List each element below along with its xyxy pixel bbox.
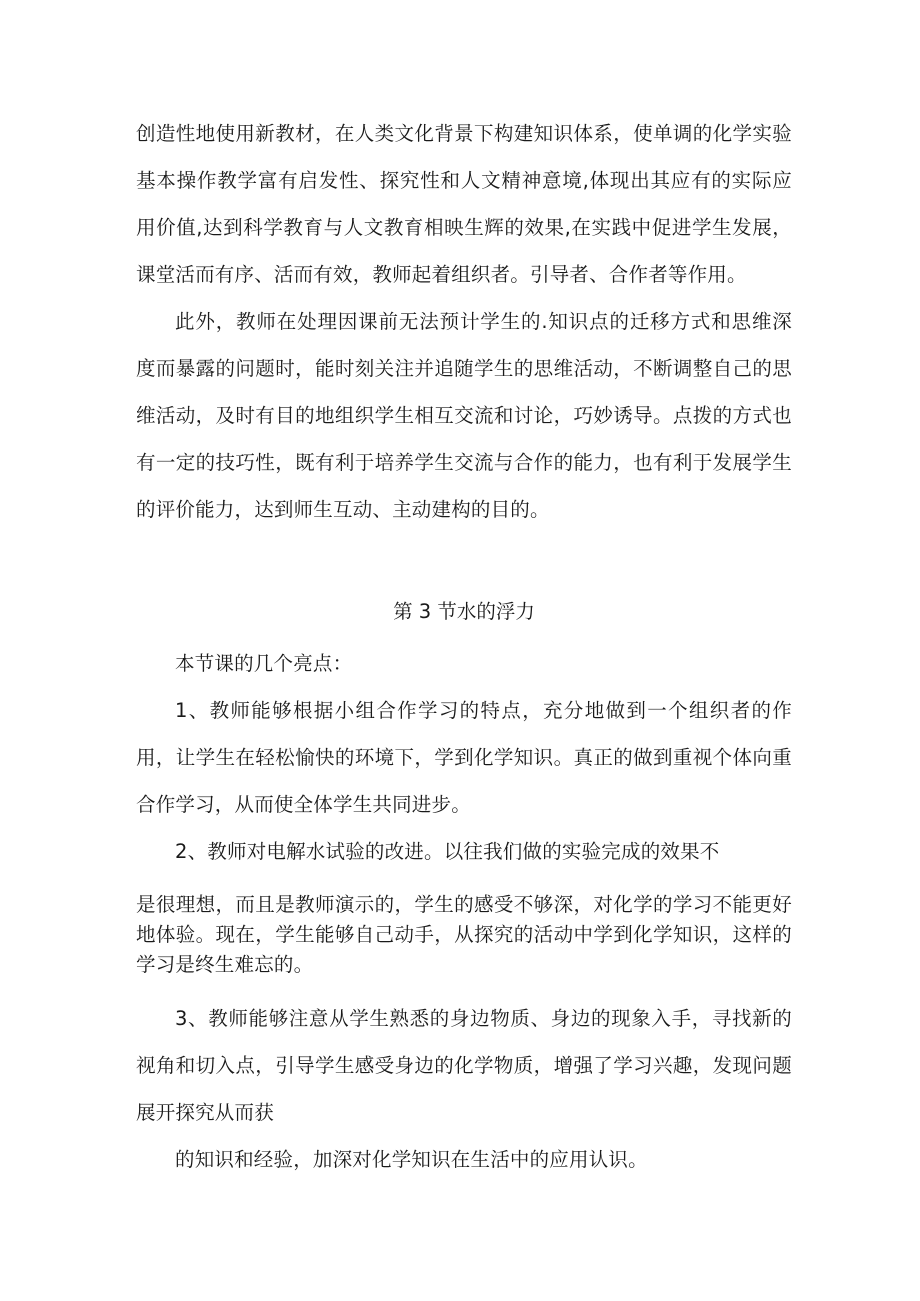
highlight-point-2-head: 2、教师对电解水试验的改进。以往我们做的实验完成的效果不 <box>175 840 720 863</box>
paragraph-2: 此外，教师在处理因课前无法预计学生的.知识点的迁移方式和思维深度而暴露的问题时，能时刻关注并追随学生的思维活动，不断调整自己的思维活动，及时有目的地组织学生相互交流和讨论，巧妙诱导。点拨的方式也有一定的技巧性，既有利于培养学生交流与合作的能力，也有利于发展学生的评价能力，达到师生互动、主动建构的目的。 <box>136 310 792 521</box>
highlights-intro: 本节课的几个亮点： <box>175 652 353 675</box>
paragraph-1: 创造性地使用新教材，在人类文化背景下构建知识体系，使单调的化学实验基本操作教学富有启发性、探究性和人文精神意境,体现出其应有的实际应用价值,达到科学教育与人文教育相映生辉的效果,在实践中促进学生发展，课堂活而有序、活而有效，教师起着组织者。引导者、合作者等作用。 <box>136 122 792 286</box>
body-block-bottom <box>136 640 792 1183</box>
section-title: 第 3 节水的浮力 <box>393 600 535 623</box>
highlight-point-3: 3、教师能够注意从学生熟悉的身边物质、身边的现象入手，寻找新的视角和切入点，引导学生感受身边的化学物质，增强了学习兴趣，发现问题展开探究从而获 <box>136 1007 792 1124</box>
highlight-point-1: 1、教师能够根据小组合作学习的特点，充分地做到一个组织者的作用，让学生在轻松愉快的环境下，学到化学知识。真正的做到重视个体向重合作学习，从而使全体学生共同进步。 <box>136 699 792 816</box>
body-block-top <box>136 110 792 533</box>
highlight-point-3-tail: 的知识和经验，加深对化学知识在生活中的应用认识。 <box>175 1148 648 1171</box>
highlight-point-2-body: 是很理想，而且是教师演示的，学生的感受不够深，对化学的学习不能更好地体验。现在，学生能够自己动手，从探究的活动中学到化学知识，这样的学习是终生难忘的。 <box>136 893 792 976</box>
